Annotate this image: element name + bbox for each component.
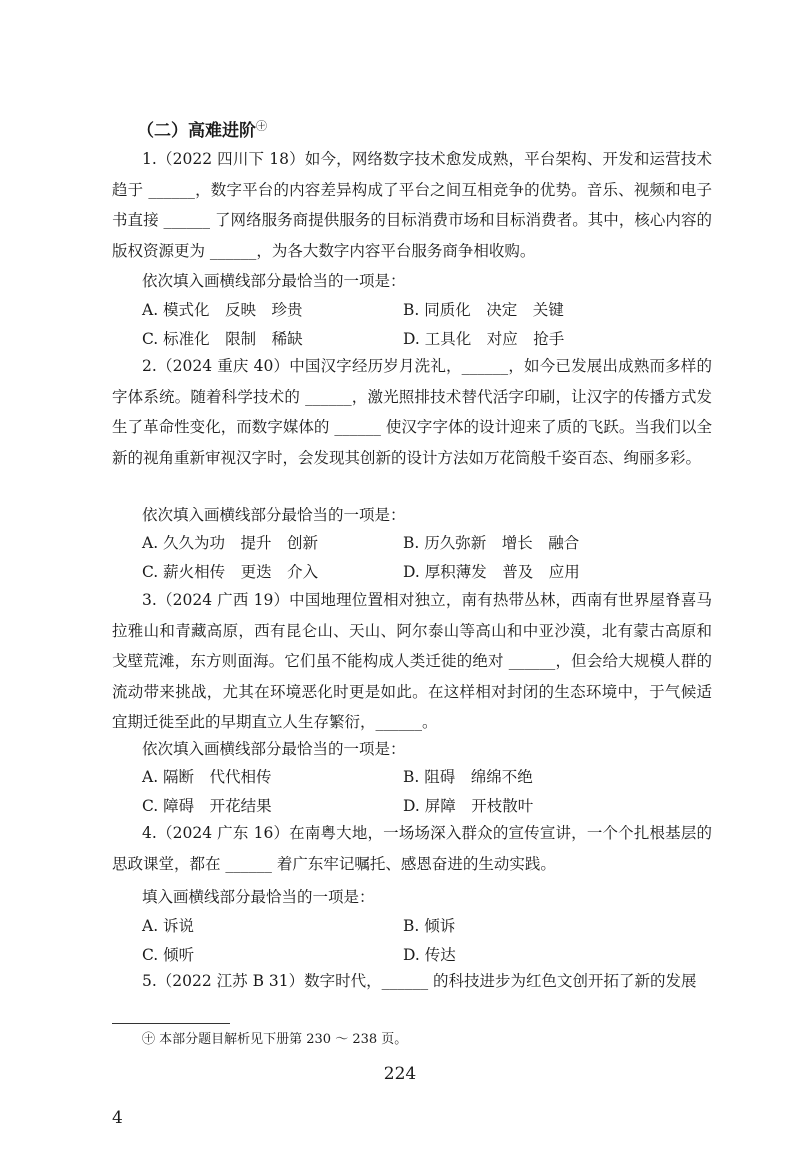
section-title-text: （二）高难进阶	[137, 121, 256, 141]
corner-number: 4	[112, 1108, 123, 1128]
section-title	[137, 116, 267, 141]
question-2-option-d: D. 厚积薄发 普及 应用	[403, 563, 580, 581]
question-2-text: 2.（2024 重庆 40）中国汉字经历岁月洗礼，______，如今已发展出成熟而多样的字体系统。随着科学技术的 ______，激光照排技术替代活字印刷，让汉字的传播方式发生了革命性变化，而数字媒体的 ______ 使汉字字体的设计迎来了质的飞跃。当我们以全新的视角重新审视汉字时，会发现其创新的设计方法如万花筒般千姿百态、绚丽多彩。	[112, 357, 712, 467]
question-4-option-d: D. 传达	[403, 946, 456, 964]
question-4-option-c: C. 倾听	[142, 946, 195, 964]
question-2-option-c: C. 薪火相传 更迭 介入	[142, 563, 319, 581]
question-2-option-a: A. 久久为功 提升 创新	[142, 534, 319, 552]
question-3-option-d: D. 屏障 开枝散叶	[403, 797, 534, 815]
question-1-option-c: C. 标准化 限制 稀缺	[142, 330, 303, 348]
question-1-instruction: 依次填入画横线部分最恰当的一项是：	[142, 272, 406, 290]
question-3-option-b: B. 阻碍 绵绵不绝	[403, 768, 533, 786]
section-note-mark: ㊉	[256, 119, 267, 133]
question-1-option-a: A. 模式化 反映 珍贵	[142, 301, 303, 319]
question-2-option-b: B. 历久弥新 增长 融合	[403, 534, 580, 552]
question-4-option-b: B. 倾诉	[403, 917, 456, 935]
question-1-text: 1.（2022 四川下 18）如今，网络数字技术愈发成熟，平台架构、开发和运营技术趋于 ______，数字平台的内容差异构成了平台之间互相竞争的优势。音乐、视频和电子书直接 ______ 了网络服务商提供服务的目标消费市场和目标消费者。其中，核心内容的版权资源更为 ______，为各大数字内容平台服务商争相收购。	[112, 150, 712, 260]
question-2-instruction: 依次填入画横线部分最恰当的一项是：	[142, 506, 406, 524]
page-number: 224	[383, 1064, 417, 1084]
question-3-text: 3.（2024 广西 19）中国地理位置相对独立，南有热带丛林，西南有世界屋脊喜马拉雅山和青藏高原，西有昆仑山、天山、阿尔泰山等高山和中亚沙漠，北有蒙古高原和戈壁荒滩，东方则面海。它们虽不能构成人类迁徙的绝对 ______，但会给大规模人群的流动带来挑战，尤其在环境恶化时更是如此。在这样相对封闭的生态环境中，于气候适宜期迁徙至此的早期直立人生存繁衍，______。	[112, 591, 712, 731]
question-4-instruction: 填入画横线部分最恰当的一项是：	[142, 888, 375, 906]
question-1-option-b: B. 同质化 决定 关键	[403, 301, 564, 319]
question-3-option-a: A. 隔断 代代相传	[142, 768, 272, 786]
question-3-option-c: C. 障碍 开花结果	[142, 797, 272, 815]
question-4-text: 4.（2024 广东 16）在南粤大地，一场场深入群众的宣传宣讲，一个个扎根基层的思政课堂，都在 ______ 着广东牢记嘱托、感恩奋进的生动实践。	[112, 824, 712, 873]
question-1-option-d: D. 工具化 对应 抢手	[403, 330, 565, 348]
footnote: ㊉ 本部分题目解析见下册第 230 ～ 238 页。	[142, 1032, 408, 1047]
question-5-text: 5.（2022 江苏 B 31）数字时代，______ 的科技进步为红色文创开拓了新的发展	[142, 972, 697, 990]
question-3-instruction: 依次填入画横线部分最恰当的一项是：	[142, 740, 406, 758]
question-4-option-a: A. 诉说	[142, 917, 195, 935]
footnote-divider	[112, 1023, 230, 1024]
